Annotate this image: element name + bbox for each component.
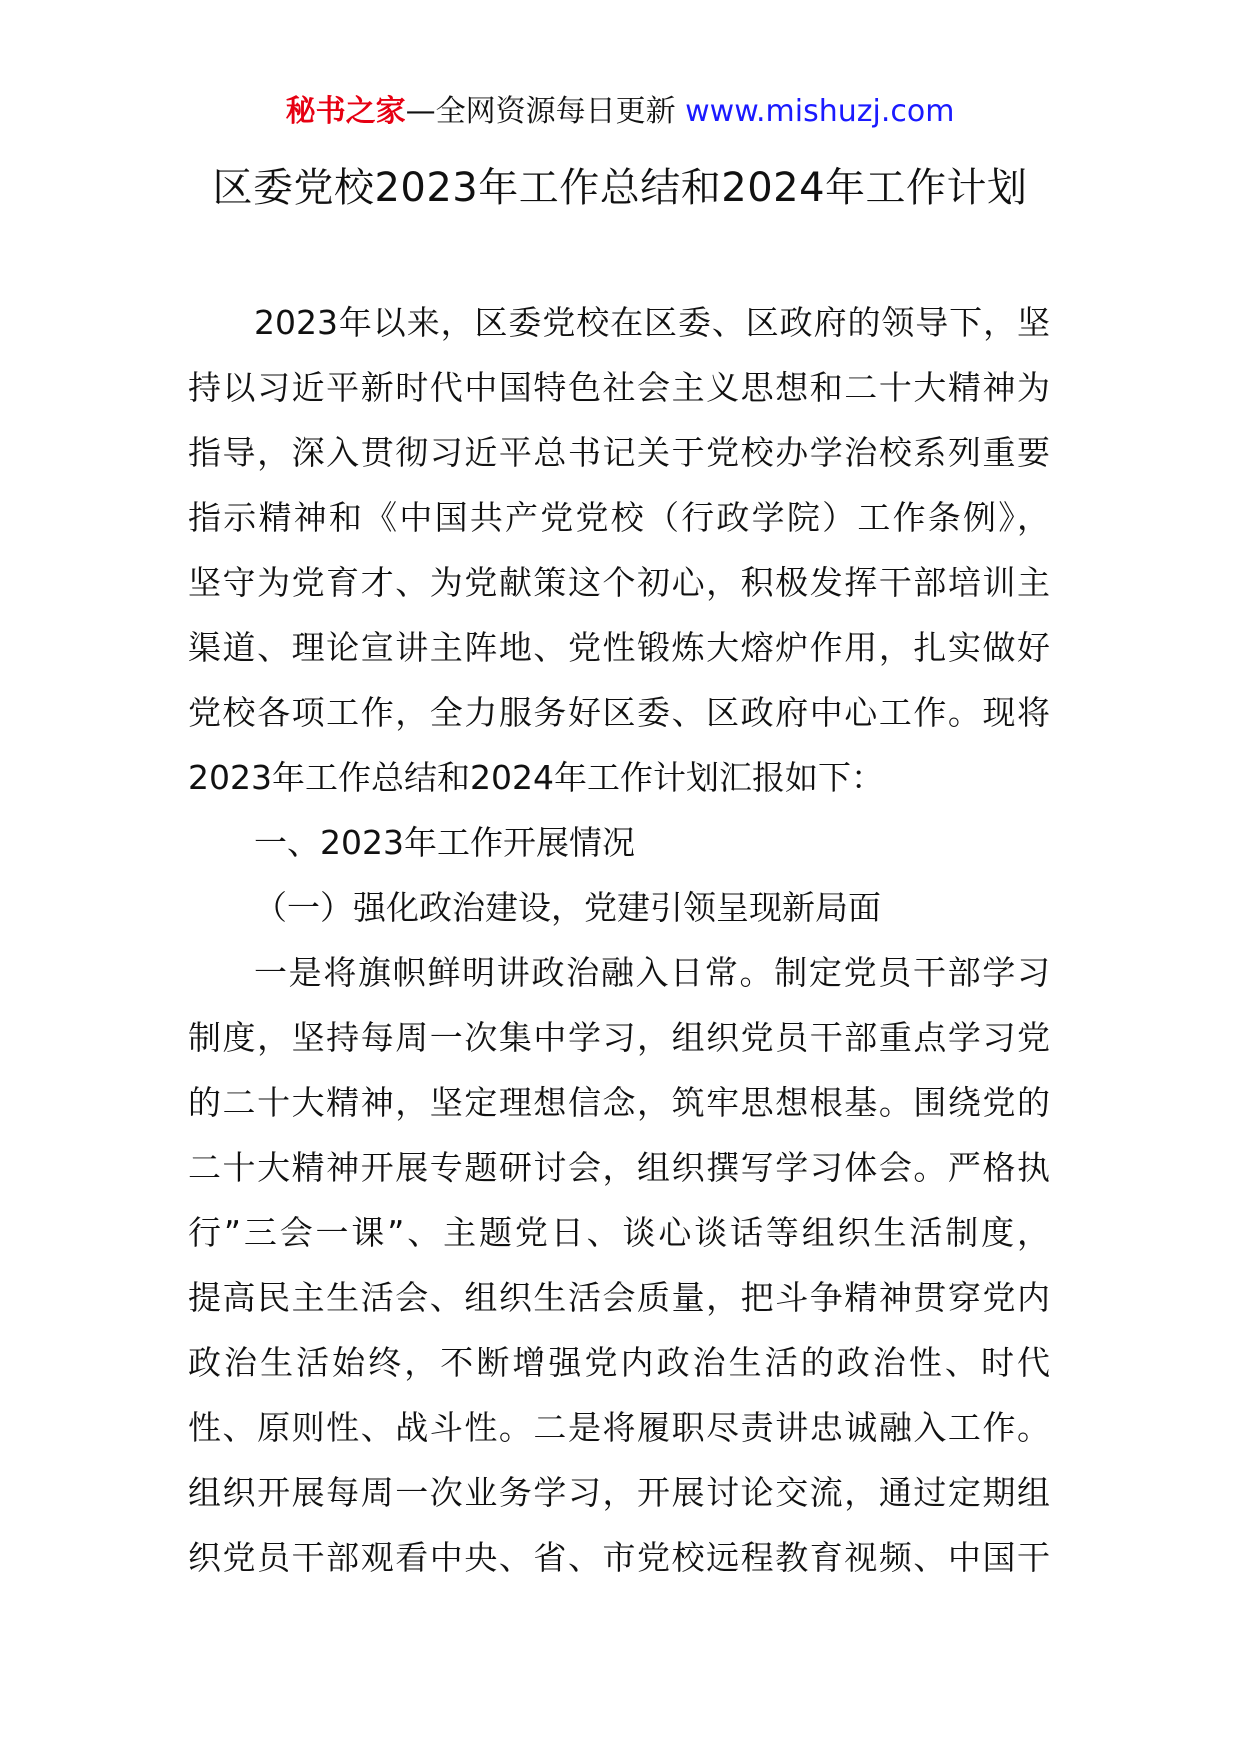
site-url-link[interactable]: www.mishuzj.com <box>685 94 955 129</box>
text-line: 持以习近平新时代中国特色社会主义思想和二十大精神为 <box>188 368 1050 407</box>
text-line: 制度，坚持每周一次集中学习，组织党员干部重点学习党 <box>188 1018 1050 1057</box>
subsection-heading: （一）强化政治建设，党建引领呈现新局面 <box>254 888 881 927</box>
text-line: 指导，深入贯彻习近平总书记关于党校办学治校系列重要 <box>188 433 1050 472</box>
text-line: 政治生活始终，不断增强党内政治生活的政治性、时代 <box>188 1343 1050 1382</box>
header-tagline: —全网资源每日更新 <box>405 94 676 129</box>
text-line: 提高民主生活会、组织生活会质量，把斗争精神贯穿党内 <box>188 1278 1050 1317</box>
text-line: 坚守为党育才、为党献策这个初心，积极发挥干部培训主 <box>188 563 1050 602</box>
text-line: 2023年以来，区委党校在区委、区政府的领导下，坚 <box>254 303 1050 342</box>
text-line: 织党员干部观看中央、省、市党校远程教育视频、中国干 <box>188 1538 1050 1577</box>
text-line: 组织开展每周一次业务学习，开展讨论交流，通过定期组 <box>188 1473 1050 1512</box>
text-line: 一是将旗帜鲜明讲政治融入日常。制定党员干部学习 <box>254 953 1050 992</box>
document-title: 区委党校2023年工作总结和2024年工作计划 <box>212 165 1028 211</box>
text-line: 指示精神和《中国共产党党校（行政学院）工作条例》， <box>188 498 1050 537</box>
text-line: 渠道、理论宣讲主阵地、党性锻炼大熔炉作用，扎实做好 <box>188 628 1050 667</box>
document-body <box>188 290 1050 1590</box>
text-line: 行”三会一课”、主题党日、谈心谈话等组织生活制度， <box>188 1213 1050 1252</box>
text-line: 二十大精神开展专题研讨会，组织撰写学习体会。严格执 <box>188 1148 1050 1187</box>
text-line: 性、原则性、战斗性。二是将履职尽责讲忠诚融入工作。 <box>188 1408 1050 1447</box>
text-line: 的二十大精神，坚定理想信念，筑牢思想根基。围绕党的 <box>188 1083 1050 1122</box>
text-line: 党校各项工作，全力服务好区委、区政府中心工作。现将 <box>188 693 1050 732</box>
text-line: 2023年工作总结和2024年工作计划汇报如下： <box>188 758 884 797</box>
brand-name: 秘书之家 <box>285 94 406 129</box>
section-heading: 一、2023年工作开展情况 <box>254 823 635 862</box>
site-header <box>0 92 1240 132</box>
